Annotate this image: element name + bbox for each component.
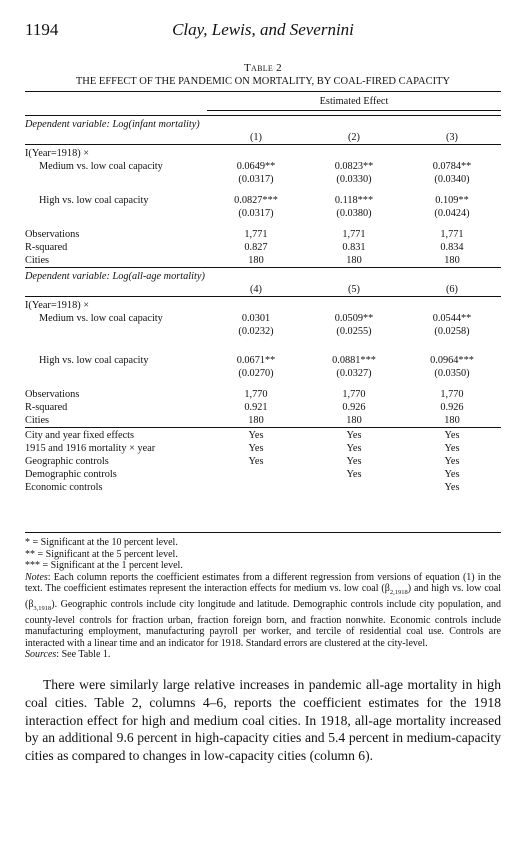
control-cell: Yes [305,428,403,443]
control-cell: Yes [248,456,264,467]
coef-cell: 0.118*** [334,195,374,206]
se-cell: (0.0317) [238,208,274,219]
stat-cell: 0.926 [440,402,464,413]
table-row [25,442,501,455]
coef-cell: 0.0784** [432,161,472,172]
sources-paragraph: Sources: See Table 1. [25,649,111,661]
table-title: THE EFFECT OF THE PANDEMIC ON MORTALITY, BY COAL-FIRED CAPACITY [75,76,451,87]
se-cell: (0.0232) [238,326,274,337]
table-row [25,401,501,414]
col-number: (6) [445,284,458,295]
row-label: Medium vs. low coal capacity [39,161,163,172]
col-number: (4) [249,284,262,295]
control-label: Economic controls [25,482,103,493]
coef-cell: 0.0671** [236,355,276,366]
control-label: Geographic controls [25,456,109,467]
control-label: 1915 and 1916 mortality × year [25,443,156,454]
se-cell: (0.0424) [434,208,470,219]
table-row [25,228,501,241]
stat-cell: 0.921 [244,402,268,413]
stat-cell: 180 [248,255,264,266]
page-header [25,20,501,44]
stat-cell: 1,770 [440,389,464,400]
se-cell: (0.0327) [336,368,372,379]
stat-cell: 180 [444,255,460,266]
coef-cell: 0.0823** [334,161,374,172]
stat-cell: 180 [346,255,362,266]
body-paragraph: There were similarly large relative increases in pandemic all-age mortality in high coal cities. Table 2, columns 4–6, reports the coefficient estimates for the 1918 interaction effect for high and medium coal cities. In 1918, all-age mortality increased by an additional 9.6 percent in high-capacity cities and 5.4 percent in medium-capacity cities as compared to changes in low-capacity cities (column 6). [25,677,501,764]
panel-a-header [25,116,501,132]
sig-note-1: *** = Significant at the 1 percent level. [25,560,183,572]
stat-cell: 0.926 [342,402,366,413]
stat-label: Observations [25,389,80,400]
row-label: Medium vs. low coal capacity [39,313,163,324]
stat-cell: 180 [346,415,362,426]
stat-cell: 1,771 [440,229,464,240]
panel-a-col-numbers [25,131,501,145]
table-row [25,241,501,254]
se-cell: (0.0270) [238,368,274,379]
stat-label: Observations [25,229,80,240]
interaction-label: I(Year=1918) × [25,145,207,161]
stat-cell: 180 [444,415,460,426]
table-row [25,388,501,401]
coef-cell: 0.109** [435,195,469,206]
control-cell: Yes [444,443,460,454]
control-label: Demographic controls [25,469,117,480]
coef-cell: 0.0509** [334,313,374,324]
panel-a-interaction-row [25,145,501,161]
table-notes [25,537,501,661]
control-cell [305,481,403,494]
panel-b-col-numbers [25,283,501,297]
running-head-authors: Clay, Lewis, and Severnini [172,20,354,39]
se-cell: (0.0340) [434,174,470,185]
table-row [25,481,501,494]
table-caption [25,62,501,88]
coef-cell: 0.0881*** [332,355,376,366]
table-row [25,312,501,325]
table-bottom-rule [25,532,501,533]
table-row [25,455,501,468]
table-row [25,428,501,443]
coef-cell: 0.0964*** [430,355,474,366]
panel-b-interaction-row [25,297,501,313]
stat-cell: 1,770 [244,389,268,400]
stat-cell: 0.827 [244,242,268,253]
coef-cell: 0.0649** [236,161,276,172]
control-cell: Yes [248,443,264,454]
notes-label: Notes [25,571,48,583]
control-cell [207,468,305,481]
stat-label: R-squared [25,242,68,253]
se-cell: (0.0330) [336,174,372,185]
table-row [25,414,501,428]
col-number: (1) [249,132,262,143]
se-cell: (0.0350) [434,368,470,379]
col-number: (5) [347,284,360,295]
stat-label: Cities [25,255,50,266]
stat-cell: 0.831 [342,242,366,253]
table-row [25,194,501,207]
se-cell: (0.0255) [336,326,372,337]
panel-b-dependent-variable: Dependent variable: Log(all-age mortality) [25,268,501,284]
control-label: City and year fixed effects [25,428,207,443]
col-number: (3) [445,132,458,143]
regression-table [25,91,501,494]
stat-cell: 1,771 [342,229,366,240]
table-head-row [25,92,501,111]
panel-b-header [25,268,501,284]
interaction-label: I(Year=1918) × [25,297,207,313]
control-cell: Yes [444,469,460,480]
table-label: Table 2 [244,62,282,74]
control-cell: Yes [346,456,362,467]
row-label: High vs. low coal capacity [39,355,149,366]
control-cell: Yes [346,443,362,454]
stat-cell: 1,770 [342,389,366,400]
table-row [25,160,501,173]
row-label: High vs. low coal capacity [39,195,149,206]
control-cell: Yes [444,482,460,493]
table-row [25,354,501,367]
estimated-effect-header: Estimated Effect [207,92,501,111]
page-number: 1194 [25,20,59,39]
stat-cell: 180 [248,415,264,426]
control-cell: Yes [444,456,460,467]
control-cell: Yes [403,428,501,443]
sources-label: Sources [25,649,57,661]
table-row [25,367,501,380]
table-row [25,468,501,481]
se-cell: (0.0380) [336,208,372,219]
body-text [25,676,501,765]
stat-label: Cities [25,415,50,426]
table-row [25,254,501,268]
se-cell: (0.0258) [434,326,470,337]
panel-a-dependent-variable: Dependent variable: Log(infant mortality) [25,116,501,132]
coef-cell: 0.0827*** [234,195,278,206]
col-number: (2) [347,132,360,143]
notes-paragraph: Notes: Each column reports the coefficient estimates from a different regression from versions of equation (1) in the text. The coefficient estimates represent the interaction effects for medium vs. low coal $(\beta_{2,1918})$ and high vs. low coal $(\beta_{3,1918})$. Geographic controls include city longitude and latitude. Demographic controls include city population, and county-level controls for fraction urban, fraction foreign born, and fraction nonwhite. Economic controls include manufacturing employment, manufacturing payroll per worker, and tercile of residential coal use. Controls are interacted with a linear time and an indicator for 1918. Standard errors are clustered at the city-level. [25,571,501,649]
stat-cell: 1,771 [244,229,268,240]
table-row [25,173,501,186]
coef-cell: 0.0301 [241,313,271,324]
control-cell: Yes [207,428,305,443]
table-row [25,325,501,338]
stat-label: R-squared [25,402,68,413]
stat-cell: 0.834 [440,242,464,253]
control-cell [207,481,305,494]
sig-note-10: * = Significant at the 10 percent level. [25,537,178,548]
coef-cell: 0.0544** [432,313,472,324]
table-row [25,207,501,220]
control-cell: Yes [346,469,362,480]
se-cell: (0.0317) [238,174,274,185]
sig-note-5: ** = Significant at the 5 percent level. [25,548,178,560]
